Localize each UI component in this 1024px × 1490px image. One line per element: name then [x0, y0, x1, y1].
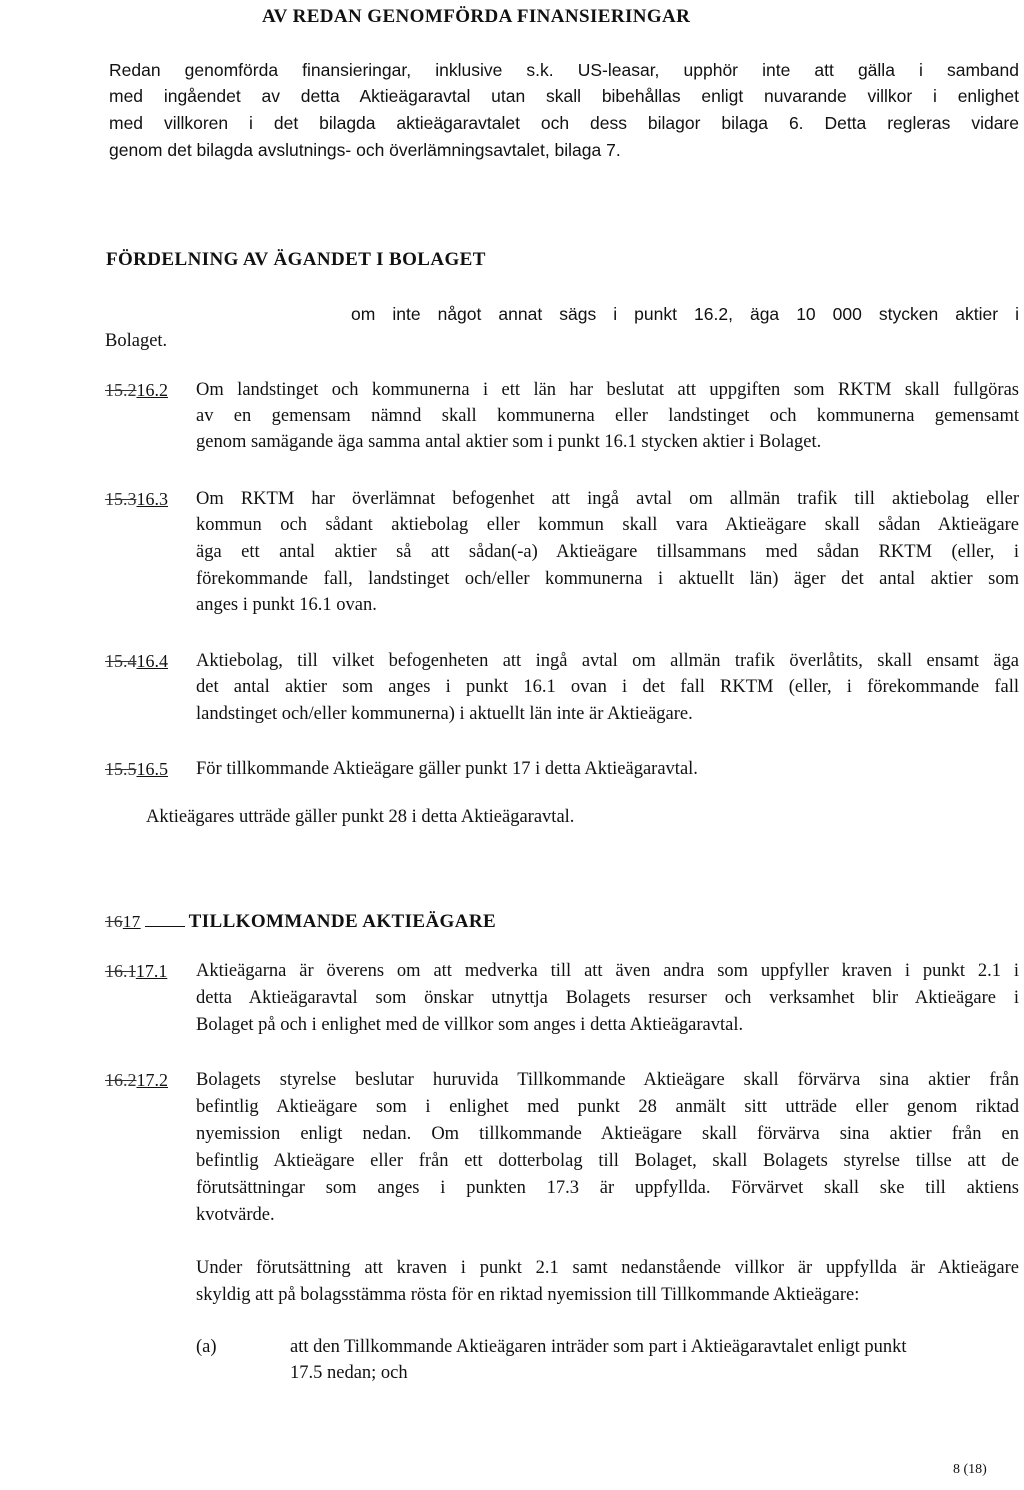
section-heading-finansieringar: AV REDAN GENOMFÖRDA FINANSIERINGAR: [262, 6, 691, 27]
clause-16-5-extra: Aktieägares utträde gäller punkt 28 i detta Aktieägaravtal.: [146, 807, 575, 827]
clause-16-5-text: För tillkommande Aktieägare gäller punkt 17 i detta Aktieägaravtal.: [196, 759, 698, 779]
list-item-a-line: att den Tillkommande Aktieägaren inträder som part i Aktieägaravtalet enligt punkt: [290, 1337, 907, 1357]
clause-number-17-1: [105, 958, 167, 984]
clause-16-4-line: det antal aktier som anges i punkt 16.1 ovan i det fall RKTM (eller, i förekommande fall: [196, 677, 1019, 697]
inserted-number: 17.1: [135, 961, 168, 981]
clause-17-2-line: förutsättningar som anges i punkten 17.3 är uppfyllda. Förvärvet skall ske till aktiens: [196, 1178, 1019, 1198]
deleted-number: 15.2: [105, 380, 137, 400]
list-item-a-line: 17.5 nedan; och: [290, 1363, 408, 1383]
clause-16-3-line: Om RKTM har överlämnat befogenhet att ingå avtal om allmän trafik till aktiebolag eller: [196, 489, 1019, 509]
deleted-number: 15.5: [105, 759, 137, 779]
clause-17-2-para2-line: skyldig att på bolagsstämma rösta för en riktad nyemission till Tillkommande Aktieägare:: [196, 1285, 860, 1305]
clause-17-2-line: Bolagets styrelse beslutar huruvida Tillkommande Aktieägare skall förvärva sina aktier från: [196, 1070, 1019, 1090]
intro-line: genom det bilagda avslutnings- och överlämningsavtalet, bilaga 7.: [109, 140, 621, 160]
clause-16-4-line: Aktiebolag, till vilket befogenheten att ingå avtal om allmän trafik överlåtits, skall ensamt äga: [196, 651, 1019, 671]
deleted-number: 16: [105, 912, 123, 931]
clause-17-1-line: detta Aktieägaravtal som önskar utnyttja Bolagets resurser och verksamhet blir Aktieägare i: [196, 988, 1019, 1008]
deleted-number: 15.4: [105, 651, 137, 671]
clause-16-2-line: genom samägande äga samma antal aktier som i punkt 16.1 stycken aktier i Bolaget.: [196, 432, 822, 452]
inserted-number: 16.3: [136, 489, 168, 509]
section-heading-title: TILLKOMMANDE AKTIEÄGARE: [188, 911, 497, 932]
clause-16-2-line: av en gemensam nämnd skall kommunerna eller landstinget och kommunerna gemensamt: [196, 406, 1019, 426]
page-number: 8 (18): [953, 1462, 987, 1477]
clause-17-2-line: nyemission enligt nedan. Om tillkommande Aktieägare skall förvärva sina aktier från en: [196, 1124, 1019, 1144]
clause-number-16-5: [105, 756, 168, 782]
clause-17-2-line: kvotvärde.: [196, 1205, 275, 1225]
clause-number-16-2: [105, 377, 168, 403]
clause-17-2-para2-line: Under förutsättning att kraven i punkt 2.1 samt nedanstående villkor är uppfyllda är Aktieägare: [196, 1258, 1019, 1278]
section-heading-fordelning: FÖRDELNING AV ÄGANDET I BOLAGET: [106, 249, 486, 270]
clause-16-1-text: om inte något annat sägs i punkt 16.2, äga 10 000 stycken aktier i: [351, 304, 1019, 324]
deleted-number: 16.2: [105, 1070, 137, 1090]
clause-16-1-bolaget: Bolaget.: [105, 331, 168, 351]
list-item-label-a: (a): [196, 1337, 217, 1357]
clause-17-1-line: Aktieägarna är överens om att medverka till att även andra som uppfyller kraven i punkt 2.1 i: [196, 961, 1019, 981]
clause-number-17-2: [105, 1067, 168, 1093]
clause-16-4-line: landstinget och/eller kommunerna) i aktuellt län inte är Aktieägare.: [196, 704, 693, 724]
deleted-number: 16.1: [105, 961, 136, 981]
clause-number-16-3: [105, 486, 168, 512]
inserted-number: 16.4: [136, 651, 168, 671]
inserted-number: 17.2: [136, 1070, 168, 1090]
clause-number-16-4: [105, 648, 168, 674]
clause-16-3-line: anges i punkt 16.1 ovan.: [196, 595, 377, 615]
clause-17-2-line: befintlig Aktieägare som i enlighet med punkt 28 anmält sitt utträde eller genom riktad: [196, 1097, 1019, 1117]
intro-line: med ingåendet av detta Aktieägaravtal utan skall bibehållas enligt nuvarande villkor i enlighet: [109, 86, 1019, 106]
heading-underline-gap: [145, 912, 185, 927]
clause-16-3-line: äga ett antal aktier så att sådan(-a) Aktieägare tillsammans med sådan RKTM (eller, i: [196, 542, 1019, 562]
clause-16-3-line: förekommande fall, landstinget och/eller kommunerna i aktuellt län) äger det antal aktier som: [196, 569, 1019, 589]
clause-16-2-line: Om landstinget och kommunerna i ett län har beslutat att uppgiften som RKTM skall fullgöras: [196, 380, 1019, 400]
clause-16-3-line: kommun och sådant aktiebolag eller kommun skall vara Aktieägare skall sådan Aktieägare: [196, 515, 1019, 535]
inserted-number: 17: [122, 912, 141, 931]
clause-17-1-line: Bolaget på och i enlighet med de villkor som anges i detta Aktieägaravtal.: [196, 1015, 744, 1035]
section-heading-17: [105, 911, 496, 933]
clause-17-2-line: befintlig Aktieägare eller från ett dotterbolag till Bolaget, skall Bolagets styrelse tillse att de: [196, 1151, 1019, 1171]
deleted-number: 15.3: [105, 489, 137, 509]
intro-line: Redan genomförda finansieringar, inklusive s.k. US-leasar, upphör inte att gälla i samband: [109, 60, 1019, 80]
section-heading-number: [105, 912, 141, 932]
inserted-number: 16.2: [136, 380, 168, 400]
inserted-number: 16.5: [136, 759, 168, 779]
intro-line: med villkoren i det bilagda aktieägaravtalet och dess bilagor bilaga 6. Detta regleras vidare: [109, 113, 1019, 133]
